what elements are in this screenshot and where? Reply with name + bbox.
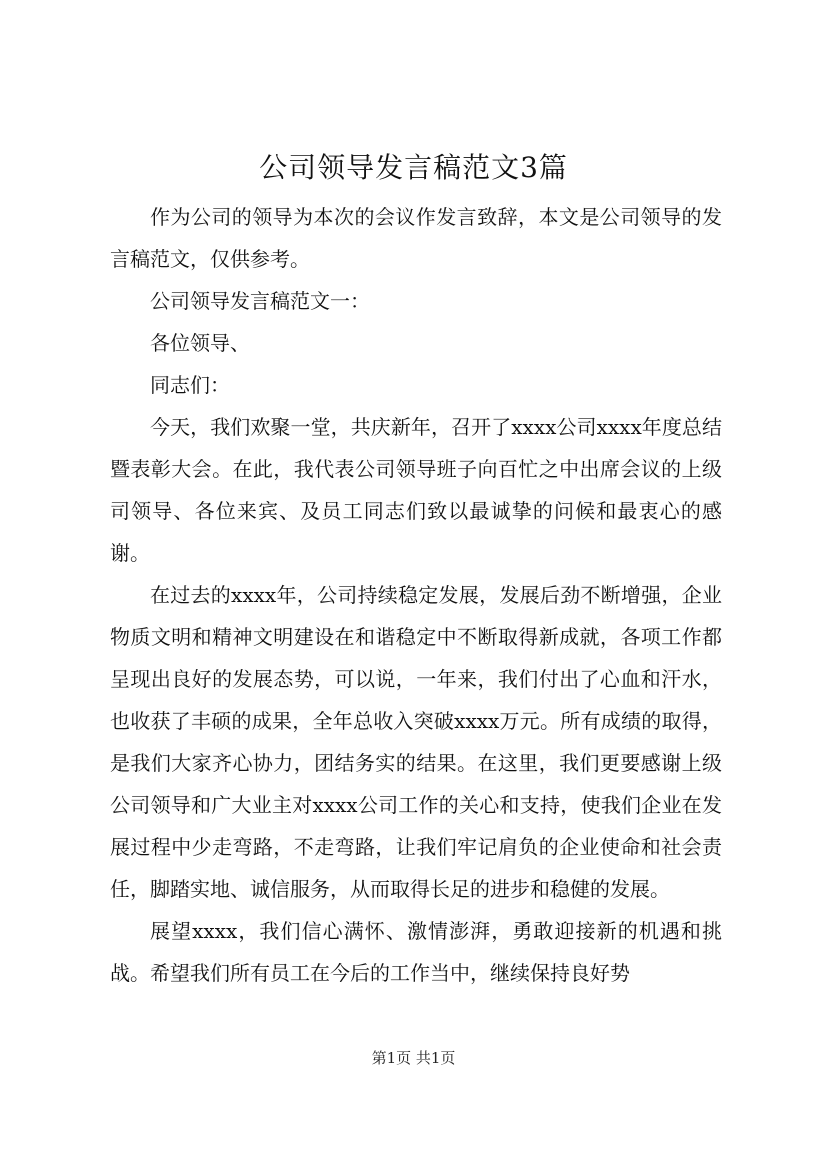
page-footer: 第1页 共1页 xyxy=(371,1049,456,1067)
body-paragraph: 在过去的xxxx年，公司持续稳定发展，发展后劲不断增强，企业物质文明和精神文明建设在和谐稳定中不断取得新成就，各项工作都呈现出良好的发展态势，可以说，一年来，我们付出了心血和汗水，也收获了丰硕的成果，全年总收入突破xxxx万元。所有成绩的取得，是我们大家齐心协力，团结务实的结果。在这里，我们更要感谢上级公司领导和广大业主对xxxx公司工作的关心和支持，使我们企业在发展过程中少走弯路，不走弯路，让我们牢记肩负的企业使命和社会责任，脚踏实地、诚信服务，从而取得长足的进步和稳健的发展。 xyxy=(110,583,722,901)
salutation-comrades: 同志们： xyxy=(150,373,230,397)
section-heading: 公司领导发言稿范文一： xyxy=(150,289,370,313)
intro-paragraph: 作为公司的领导为本次的会议作发言致辞，本文是公司领导的发言稿范文，仅供参考。 xyxy=(110,205,722,271)
body-paragraph: 今天，我们欢聚一堂，共庆新年，召开了xxxx公司xxxx年度总结暨表彰大会。在此，我代表公司领导班子向百忙之中出席会议的上级司领导、各位来宾、及员工同志们致以最诚挚的问候和最衷心的感谢。 xyxy=(110,415,722,565)
document-title: 公司领导发言稿范文3篇 xyxy=(259,151,568,184)
salutation-leaders: 各位领导、 xyxy=(150,331,250,355)
body-paragraph: 展望xxxx，我们信心满怀、激情澎湃，勇敢迎接新的机遇和挑战。希望我们所有员工在今后的工作当中，继续保持良好势 xyxy=(110,919,722,985)
document-body xyxy=(110,196,722,994)
